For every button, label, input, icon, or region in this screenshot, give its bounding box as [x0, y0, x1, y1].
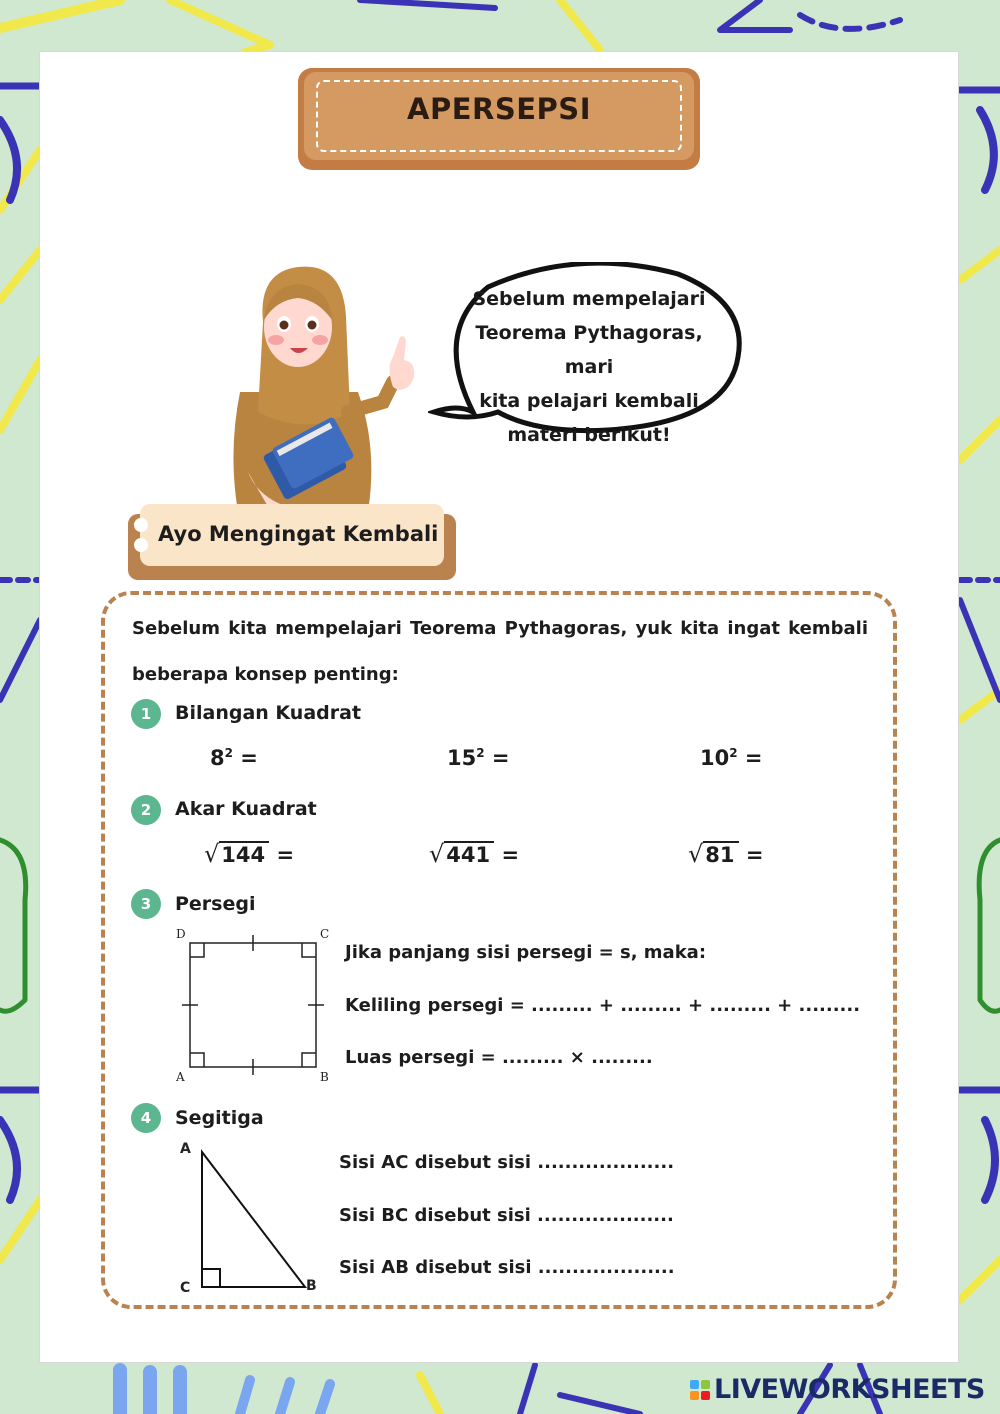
sqrt-icon: √ — [429, 840, 445, 868]
logo-text: LIVEWORKSHEETS — [714, 1374, 985, 1405]
square-base: 10 — [700, 746, 730, 770]
speech-line: Sebelum mempelajari — [472, 288, 706, 310]
speech-text — [448, 282, 730, 452]
section-number: 3 — [131, 889, 161, 919]
tag-dot — [134, 538, 148, 552]
tag-dot — [134, 518, 148, 532]
root-expression — [204, 840, 294, 868]
square-base: 8 — [210, 746, 225, 770]
square-expression — [210, 746, 258, 770]
triangle-side-ab-blank: Sisi AB disebut sisi .................... — [339, 1257, 675, 1278]
page-title: APERSEPSI — [407, 92, 591, 126]
square-side-note: Jika panjang sisi persegi = s, maka: — [345, 942, 707, 963]
intro-text: Sebelum kita mempelajari Teorema Pythagoras, yuk kita ingat kembali beberapa konsep penting: — [132, 618, 868, 685]
square-area-blank: Luas persegi = ......... × ......... — [345, 1047, 653, 1068]
triangle-side-ac-blank: Sisi AC disebut sisi .................... — [339, 1152, 675, 1173]
equals-sign: = — [501, 843, 520, 867]
radicand: 81 — [703, 841, 738, 867]
section-number: 2 — [131, 795, 161, 825]
square-exponent: 2 — [476, 746, 485, 760]
corner-label-a: A — [176, 1070, 185, 1084]
equals-sign: = — [744, 746, 763, 770]
corner-label-c: C — [180, 1280, 191, 1296]
equals-sign: = — [276, 843, 295, 867]
sqrt-icon: √ — [204, 840, 220, 868]
section-number: 1 — [131, 699, 161, 729]
triangle-figure — [195, 1145, 315, 1295]
radicand: 144 — [219, 841, 269, 867]
square-exponent: 2 — [224, 746, 233, 760]
corner-label-b: B — [306, 1278, 317, 1294]
liveworksheets-logo — [690, 1374, 985, 1405]
square-expression — [447, 746, 510, 770]
square-exponent: 2 — [729, 746, 738, 760]
square-base: 15 — [447, 746, 477, 770]
corner-label-b: B — [320, 1070, 329, 1084]
square-expression — [700, 746, 763, 770]
section-title-squares: Bilangan Kuadrat — [175, 702, 362, 724]
corner-label-c: C — [320, 927, 330, 941]
corner-label-a: A — [180, 1141, 191, 1157]
equals-sign: = — [745, 843, 764, 867]
section-title-square: Persegi — [175, 893, 256, 915]
sqrt-icon: √ — [688, 840, 704, 868]
root-expression — [429, 840, 519, 868]
speech-line: materi berikut! — [507, 424, 671, 446]
root-expression — [688, 840, 763, 868]
section-title-triangle: Segitiga — [175, 1107, 264, 1129]
title-banner — [298, 68, 700, 170]
corner-label-d: D — [176, 927, 186, 941]
equals-sign: = — [491, 746, 510, 770]
section-tag-label: Ayo Mengingat Kembali — [158, 522, 439, 546]
section-title-roots: Akar Kuadrat — [175, 798, 317, 820]
section-number: 4 — [131, 1103, 161, 1133]
equals-sign: = — [240, 746, 258, 770]
speech-line: Teorema Pythagoras, mari — [475, 322, 703, 378]
logo-icon — [690, 1380, 710, 1400]
square-figure — [178, 930, 328, 1080]
teacher-illustration — [218, 262, 433, 532]
square-perimeter-blank: Keliling persegi = ......... + ......... + ......... + ......... — [345, 995, 861, 1016]
speech-line: kita pelajari kembali — [479, 390, 699, 412]
triangle-side-bc-blank: Sisi BC disebut sisi .................... — [339, 1205, 674, 1226]
radicand: 441 — [444, 841, 494, 867]
